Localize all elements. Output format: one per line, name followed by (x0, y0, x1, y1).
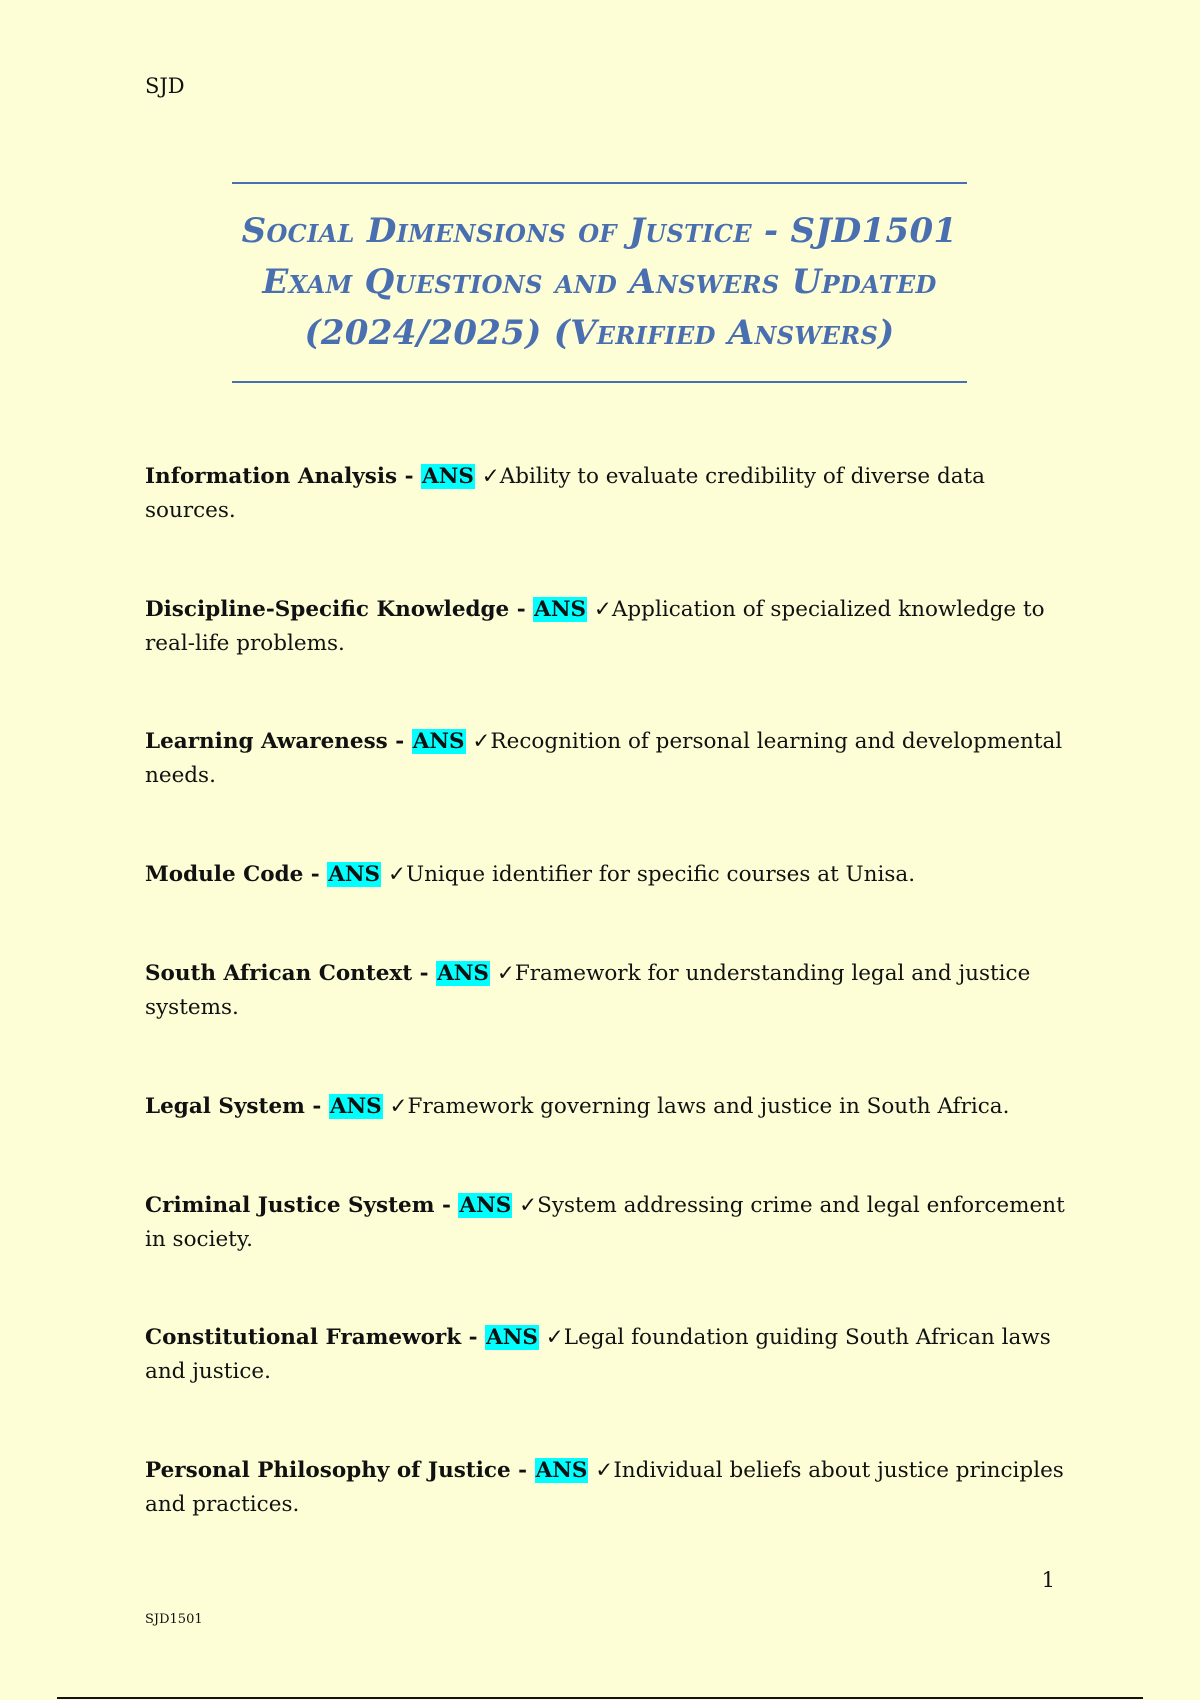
checkmark-icon: ✓ (389, 1094, 408, 1119)
qa-definition: Framework for understanding legal and justice systems. (145, 961, 1031, 1020)
qa-definition: Framework governing laws and justice in South Africa. (407, 1094, 1010, 1119)
qa-term: Module Code (145, 862, 304, 887)
qa-separator: - (461, 1325, 486, 1350)
qa-item (145, 957, 1065, 1025)
qa-term: South African Context (145, 961, 413, 986)
checkmark-icon: ✓ (545, 1325, 564, 1350)
checkmark-icon: ✓ (481, 464, 500, 489)
qa-definition: Unique identifier for specific courses at Unisa. (405, 862, 916, 887)
qa-term: Discipline-Specific Knowledge (145, 597, 510, 622)
title-line: (2024/2025) (Verified Answers) (304, 313, 895, 353)
page-header: SJD (145, 74, 185, 98)
checkmark-icon: ✓ (595, 1458, 614, 1483)
checkmark-icon: ✓ (519, 1193, 538, 1218)
qa-item (145, 1189, 1065, 1257)
page-footer: SJD1501 (145, 1612, 203, 1627)
page-number: 1 (1041, 1568, 1055, 1592)
qa-separator: - (412, 961, 437, 986)
checkmark-icon: ✓ (496, 961, 515, 986)
qa-item (145, 593, 1065, 661)
qa-item (145, 1090, 1065, 1124)
qa-term: Personal Philosophy of Justice (145, 1458, 511, 1483)
qa-separator: - (387, 729, 412, 754)
qa-definition: Individual beliefs about justice principles and practices. (145, 1458, 1064, 1517)
qa-term: Legal System (145, 1094, 305, 1119)
title-line: Exam Questions and Answers Updated (262, 262, 937, 302)
title-line: Social Dimensions of Justice - SJD1501 (241, 211, 958, 251)
qa-separator: - (397, 464, 422, 489)
qa-separator: - (509, 597, 534, 622)
ans-highlight: ANS (422, 464, 474, 489)
footer-divider (57, 1697, 1143, 1699)
qa-separator: - (434, 1193, 459, 1218)
ans-highlight: ANS (412, 729, 465, 754)
qa-definition: Recognition of personal learning and developmental needs. (145, 729, 1063, 788)
qa-definition: Application of specialized knowledge to real-life problems. (145, 597, 1045, 656)
qa-item (145, 1321, 1065, 1389)
qa-term: Constitutional Framework (145, 1325, 462, 1350)
qa-separator: - (510, 1458, 535, 1483)
ans-highlight: ANS (328, 862, 381, 887)
qa-separator: - (303, 862, 328, 887)
document-title (232, 182, 967, 383)
qa-item (145, 1454, 1065, 1522)
qa-term: Learning Awareness (145, 729, 388, 754)
qa-definition: System addressing crime and legal enforcement in society. (145, 1193, 1065, 1252)
ans-highlight: ANS (535, 1458, 588, 1483)
checkmark-icon: ✓ (472, 729, 491, 754)
qa-item (145, 725, 1065, 793)
ans-highlight: ANS (329, 1094, 382, 1119)
qa-separator: - (304, 1094, 329, 1119)
checkmark-icon: ✓ (387, 862, 406, 887)
qa-definition: Legal foundation guiding South African laws and justice. (145, 1325, 1051, 1384)
ans-highlight: ANS (437, 961, 489, 986)
qa-item (145, 460, 1065, 528)
ans-highlight: ANS (534, 597, 587, 622)
qa-definition: Ability to evaluate credibility of diverse data sources. (145, 464, 985, 523)
qa-term: Information Analysis (145, 464, 398, 489)
checkmark-icon: ✓ (593, 597, 612, 622)
ans-highlight: ANS (486, 1325, 538, 1350)
ans-highlight: ANS (459, 1193, 512, 1218)
qa-term: Criminal Justice System (145, 1193, 435, 1218)
qa-item (145, 858, 1065, 892)
